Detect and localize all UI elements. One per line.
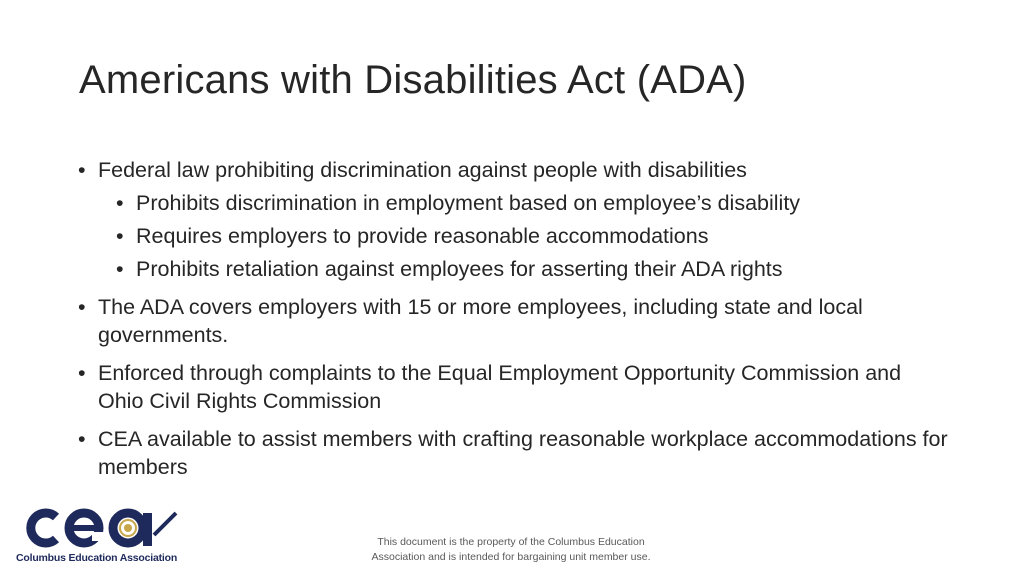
sub-bullet-text: Prohibits retaliation against employees for asserting their ADA rights xyxy=(136,257,783,281)
bullet-icon: • xyxy=(78,158,86,182)
bullet-item xyxy=(78,359,948,415)
bullet-list xyxy=(78,156,948,481)
sub-bullet-text: Requires employers to provide reasonable accommodations xyxy=(136,224,709,248)
bullet-item xyxy=(78,156,948,283)
bullet-icon: • xyxy=(116,257,124,281)
bullet-text: The ADA covers employers with 15 or more employees, including state and local governments. xyxy=(98,295,863,347)
cea-logo-icon xyxy=(16,505,178,551)
slide-title: Americans with Disabilities Act (ADA) xyxy=(79,58,747,102)
footer-disclaimer xyxy=(340,535,682,565)
sub-bullet-text: Prohibits discrimination in employment based on employee’s disability xyxy=(136,191,801,215)
footer-line: Association and is intended for bargaining unit member use. xyxy=(371,551,651,563)
sub-bullet-item xyxy=(98,255,948,283)
bullet-item xyxy=(78,293,948,349)
bullet-text: CEA available to assist members with crafting reasonable workplace accommodations for members xyxy=(98,427,948,479)
bullet-icon: • xyxy=(78,427,86,451)
bullet-item xyxy=(78,425,948,481)
bullet-icon: • xyxy=(78,295,86,319)
footer-line: This document is the property of the Columbus Education xyxy=(377,536,645,548)
sub-bullet-item xyxy=(98,222,948,250)
slide-content xyxy=(78,156,948,491)
sub-bullet-list xyxy=(98,189,948,283)
sub-bullet-item xyxy=(98,189,948,217)
cea-logo xyxy=(16,505,178,567)
bullet-icon: • xyxy=(78,361,86,385)
bullet-icon: • xyxy=(116,191,124,215)
logo-name: Columbus Education Association xyxy=(16,552,178,564)
bullet-text: Enforced through complaints to the Equal Employment Opportunity Commission and Ohio Civil Rights Commission xyxy=(98,361,902,413)
bullet-icon: • xyxy=(116,224,124,248)
bullet-text: Federal law prohibiting discrimination against people with disabilities xyxy=(98,158,747,182)
